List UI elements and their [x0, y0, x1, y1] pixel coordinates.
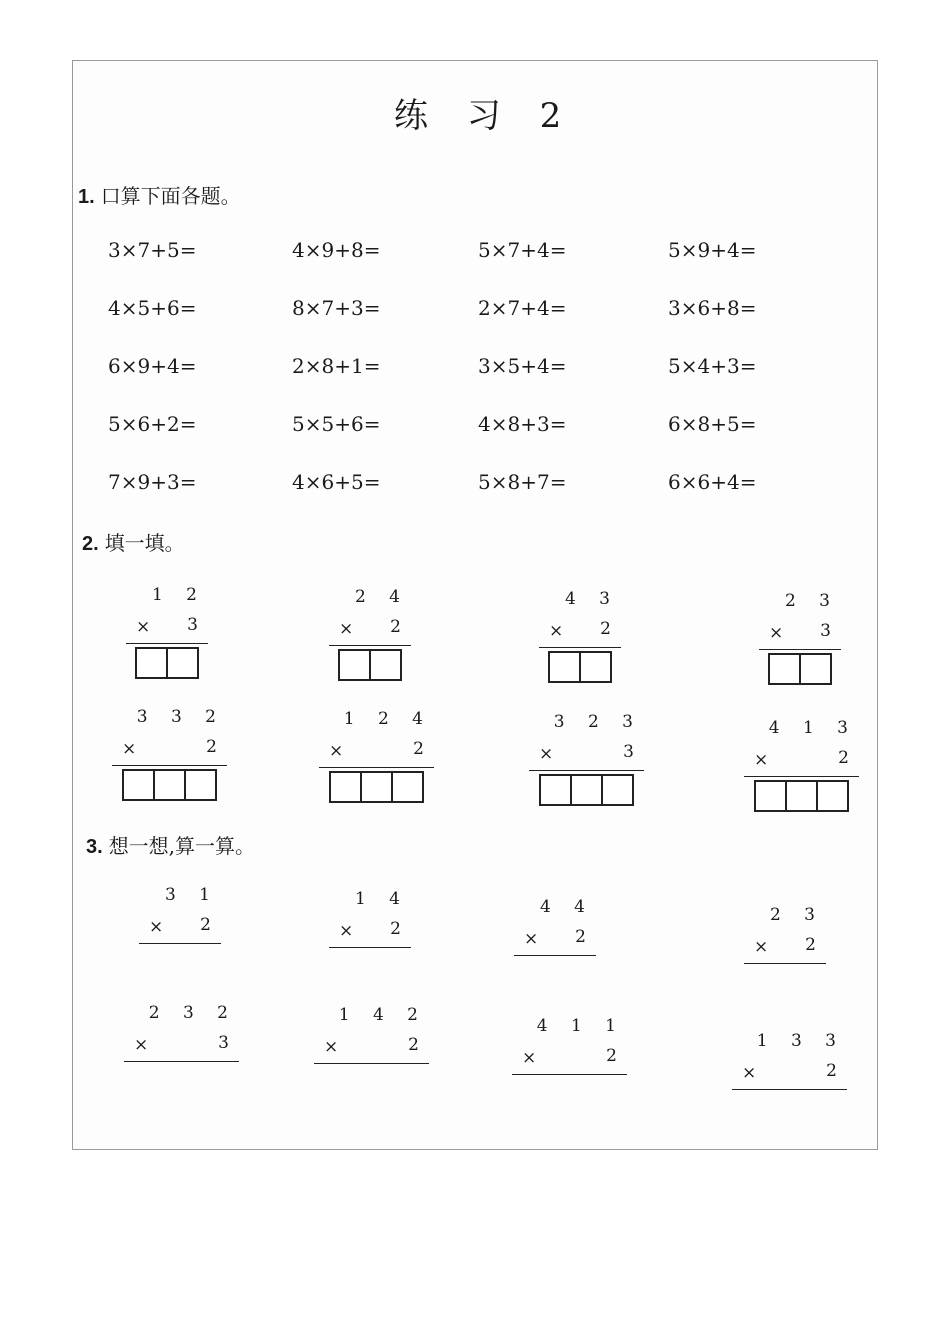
times-sign: ×: [149, 917, 164, 937]
answer-line: [329, 645, 411, 646]
answer-box[interactable]: [539, 774, 572, 806]
multiplicand: 1 2 4: [343, 709, 432, 729]
mental-math-problem[interactable]: 5×5+6=: [292, 412, 381, 436]
multiplicand: 3 3 2: [136, 707, 225, 727]
mental-math-problem[interactable]: 3×7+5=: [108, 238, 197, 262]
answer-box[interactable]: [548, 651, 581, 683]
times-sign: ×: [769, 623, 784, 643]
mental-math-problem[interactable]: 8×7+3=: [292, 296, 381, 320]
multiplicand: 1 4 2: [338, 1005, 427, 1025]
multiplicand: 3 1: [164, 885, 219, 905]
times-sign: ×: [549, 621, 564, 641]
multiplier: 2: [408, 1035, 419, 1055]
multiplicand: 2 3: [769, 905, 824, 925]
multiplicand: 2 3 2: [148, 1003, 237, 1023]
section-heading-text: 填一填。: [104, 531, 185, 555]
mental-math-problem[interactable]: 4×9+8=: [292, 238, 381, 262]
page-title: 练 习 2: [394, 96, 576, 136]
worksheet-page: [72, 60, 878, 1150]
section-number: 2.: [82, 533, 99, 555]
multiplier: 2: [390, 919, 401, 939]
answer-line: [112, 765, 227, 766]
multiplicand: 4 4: [539, 897, 594, 917]
answer-line: [314, 1063, 429, 1064]
mental-math-problem[interactable]: 5×4+3=: [668, 354, 757, 378]
times-sign: ×: [134, 1035, 149, 1055]
multiplicand: 1 4: [354, 889, 409, 909]
mental-math-problem[interactable]: 2×8+1=: [292, 354, 381, 378]
multiplier: 3: [820, 621, 831, 641]
answer-box[interactable]: [816, 780, 849, 812]
times-sign: ×: [339, 619, 354, 639]
section-heading: [82, 527, 185, 556]
times-sign: ×: [522, 1048, 537, 1068]
multiplier: 2: [206, 737, 217, 757]
times-sign: ×: [539, 744, 554, 764]
answer-line: [539, 647, 621, 648]
times-sign: ×: [754, 937, 769, 957]
answer-box[interactable]: [579, 651, 612, 683]
section-number: 3.: [86, 836, 103, 858]
multiplier: 2: [838, 748, 849, 768]
multiplicand: 4 1 1: [536, 1016, 625, 1036]
section-heading-text: 想一想,算一算。: [108, 834, 256, 858]
answer-line: [329, 947, 411, 948]
multiplier: 2: [805, 935, 816, 955]
answer-box[interactable]: [754, 780, 787, 812]
mental-math-problem[interactable]: 6×6+4=: [668, 470, 757, 494]
multiplicand: 4 1 3: [768, 718, 857, 738]
answer-line: [139, 943, 221, 944]
mental-math-problem[interactable]: 4×5+6=: [108, 296, 197, 320]
answer-box[interactable]: [166, 647, 199, 679]
answer-box[interactable]: [360, 771, 393, 803]
mental-math-problem[interactable]: 5×7+4=: [478, 238, 567, 262]
times-sign: ×: [329, 741, 344, 761]
answer-box[interactable]: [153, 769, 186, 801]
answer-line: [732, 1089, 847, 1090]
times-sign: ×: [742, 1063, 757, 1083]
times-sign: ×: [122, 739, 137, 759]
times-sign: ×: [339, 921, 354, 941]
multiplier: 3: [218, 1033, 229, 1053]
answer-box[interactable]: [799, 653, 832, 685]
answer-line: [529, 770, 644, 771]
mental-math-problem[interactable]: 7×9+3=: [108, 470, 197, 494]
times-sign: ×: [754, 750, 769, 770]
mental-math-problem[interactable]: 4×8+3=: [478, 412, 567, 436]
mental-math-problem[interactable]: 2×7+4=: [478, 296, 567, 320]
section-heading: [78, 180, 241, 209]
section-number: 1.: [78, 186, 95, 208]
answer-box[interactable]: [122, 769, 155, 801]
answer-box[interactable]: [184, 769, 217, 801]
answer-box[interactable]: [135, 647, 168, 679]
section-heading-text: 口算下面各题。: [100, 184, 241, 208]
answer-box[interactable]: [570, 774, 603, 806]
multiplier: 2: [390, 617, 401, 637]
mental-math-problem[interactable]: 6×9+4=: [108, 354, 197, 378]
mental-math-problem[interactable]: 5×9+4=: [668, 238, 757, 262]
multiplier: 2: [200, 915, 211, 935]
multiplier: 2: [826, 1061, 837, 1081]
mental-math-problem[interactable]: 3×6+8=: [668, 296, 757, 320]
multiplier: 2: [606, 1046, 617, 1066]
multiplier: 2: [413, 739, 424, 759]
answer-box[interactable]: [601, 774, 634, 806]
times-sign: ×: [136, 617, 151, 637]
answer-line: [319, 767, 434, 768]
answer-line: [514, 955, 596, 956]
mental-math-problem[interactable]: 3×5+4=: [478, 354, 567, 378]
answer-box[interactable]: [768, 653, 801, 685]
answer-line: [126, 643, 208, 644]
answer-box[interactable]: [785, 780, 818, 812]
multiplier: 3: [187, 615, 198, 635]
times-sign: ×: [524, 929, 539, 949]
mental-math-problem[interactable]: 5×6+2=: [108, 412, 197, 436]
answer-box[interactable]: [329, 771, 362, 803]
section-heading: [86, 830, 255, 859]
answer-line: [512, 1074, 627, 1075]
answer-line: [744, 963, 826, 964]
mental-math-problem[interactable]: 6×8+5=: [668, 412, 757, 436]
answer-line: [124, 1061, 239, 1062]
multiplicand: 2 4: [354, 587, 409, 607]
times-sign: ×: [324, 1037, 339, 1057]
multiplier: 2: [600, 619, 611, 639]
answer-box[interactable]: [391, 771, 424, 803]
multiplier: 3: [623, 742, 634, 762]
multiplicand: 3 2 3: [553, 712, 642, 732]
multiplicand: 1 2: [151, 585, 206, 605]
mental-math-problem[interactable]: 4×6+5=: [292, 470, 381, 494]
answer-box[interactable]: [338, 649, 371, 681]
multiplicand: 1 3 3: [756, 1031, 845, 1051]
multiplicand: 2 3: [784, 591, 839, 611]
answer-line: [759, 649, 841, 650]
multiplier: 2: [575, 927, 586, 947]
answer-line: [744, 776, 859, 777]
answer-box[interactable]: [369, 649, 402, 681]
multiplicand: 4 3: [564, 589, 619, 609]
mental-math-problem[interactable]: 5×8+7=: [478, 470, 567, 494]
